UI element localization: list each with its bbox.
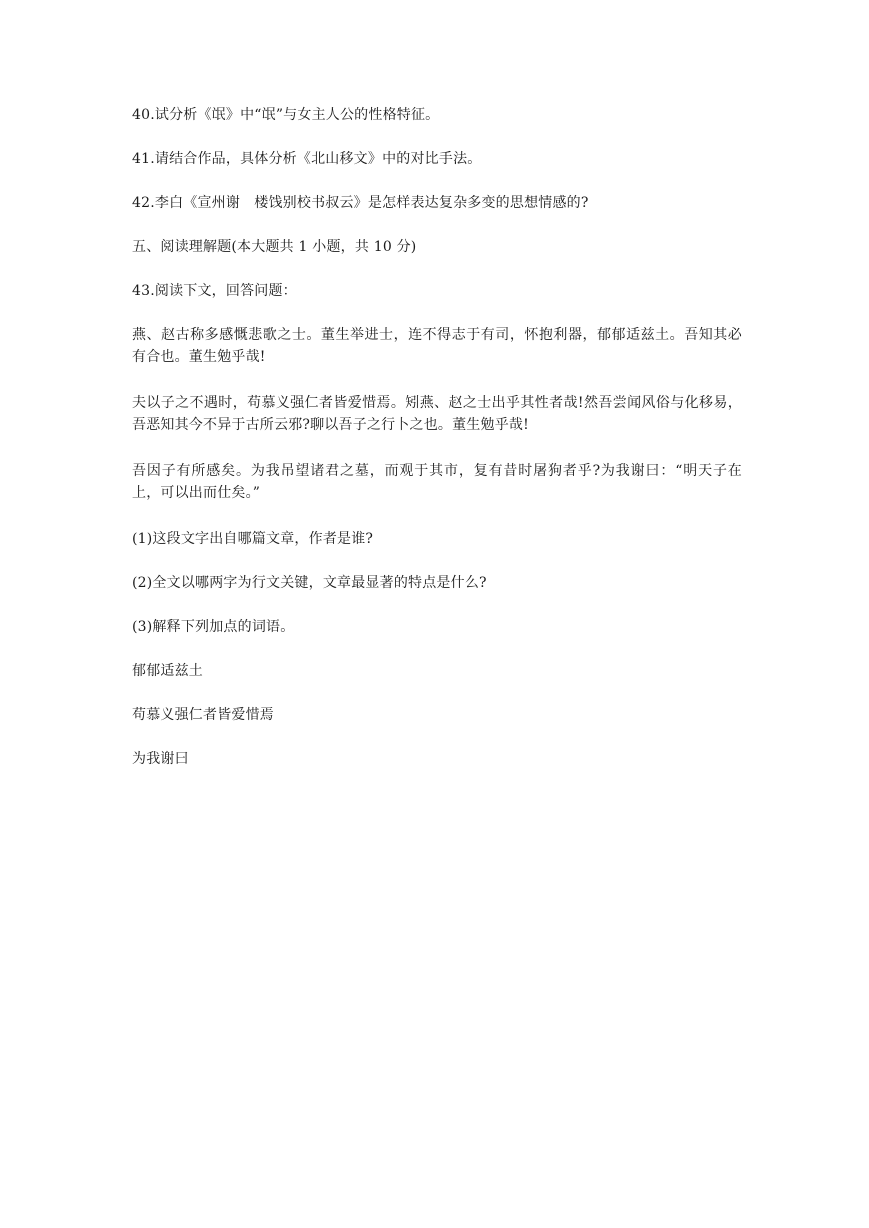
sub-question-2: (2)全文以哪两字为行文关键，文章最显著的特点是什么? [132, 575, 487, 591]
sub-question-3: (3)解释下列加点的词语。 [132, 619, 295, 635]
question-41: 41.请结合作品，具体分析《北山移文》中的对比手法。 [132, 151, 482, 167]
term-1: 郁郁适兹土 [132, 663, 203, 679]
question-42: 42.李白《宣州谢 楼饯别校书叔云》是怎样表达复杂多变的思想情感的? [132, 195, 589, 211]
passage-paragraph-1: 燕、赵古称多感慨悲歌之士。董生举进士，连不得志于有司，怀抱利器，郁郁适兹土。吾知其必有合也。董生勉乎哉! [132, 327, 742, 365]
question-43: 43.阅读下文，回答问题： [132, 283, 297, 299]
document-page [132, 104, 742, 792]
passage-paragraph-2: 夫以子之不遇时，苟慕义强仁者皆爱惜焉。矧燕、赵之士出乎其性者哉!然吾尝闻风俗与化移易，吾恶知其今不异于古所云邪?聊以吾子之行卜之也。董生勉乎哉! [132, 395, 742, 433]
section-heading-5: 五、阅读理解题(本大题共 1 小题，共 10 分) [132, 239, 417, 255]
question-40: 40.试分析《氓》中“氓”与女主人公的性格特征。 [132, 107, 440, 123]
term-3: 为我谢曰 [132, 751, 189, 767]
passage-paragraph-3: 吾因子有所感矣。为我吊望诸君之墓，而观于其市，复有昔时屠狗者乎?为我谢曰：“明天子在上，可以出而仕矣。” [132, 463, 742, 501]
sub-question-1: (1)这段文字出自哪篇文章，作者是谁? [132, 531, 374, 547]
term-2: 苟慕义强仁者皆爱惜焉 [132, 707, 274, 723]
